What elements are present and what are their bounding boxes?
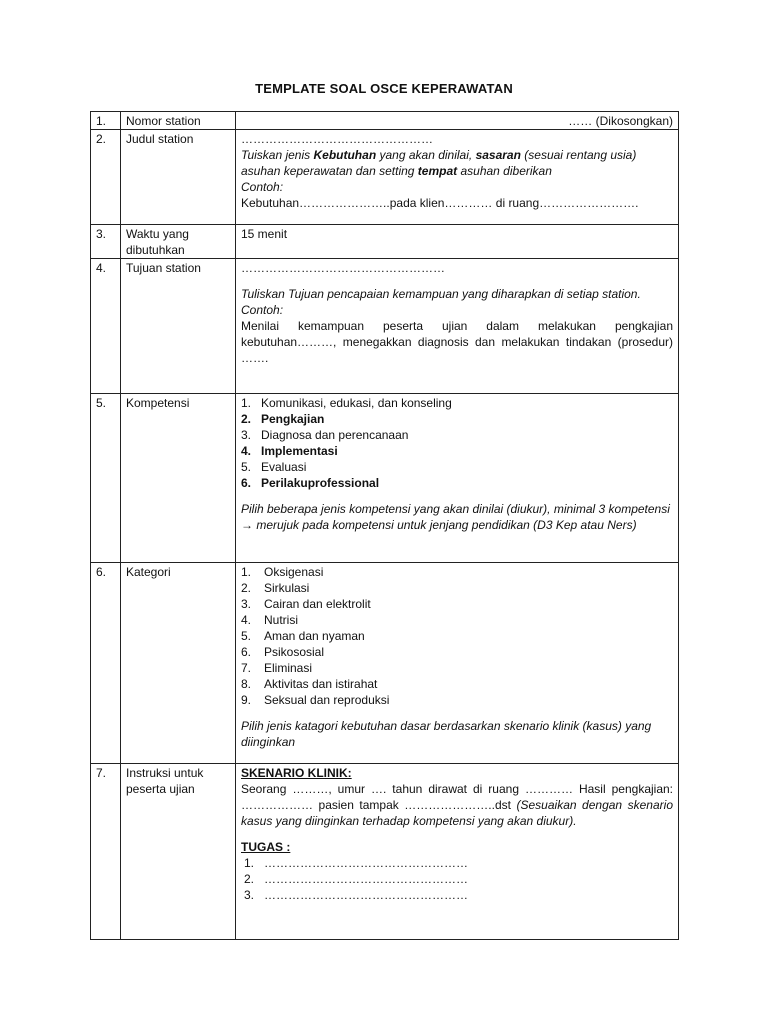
row-number: 4.	[91, 259, 121, 394]
row-number: 1.	[91, 112, 121, 130]
example-text: Menilai kemampuan peserta ujian dalam melakukan pengkajian kebutuhan………, menegakkan diagnosis dan melakukan tindakan (prosedur) …….	[241, 319, 673, 365]
list-item: 6. Perilakuprofessional	[241, 476, 380, 490]
task-list	[241, 855, 673, 903]
instruction-text: Tuiskan jenis Kebutuhan yang akan dinilai, sasaran (sesuai rentang usia) asuhan keperawatan dan setting tempat asuhan diberikan	[241, 148, 637, 178]
list-item: 4. Nutrisi	[241, 613, 299, 627]
row-label: Kompetensi	[121, 394, 236, 563]
table-row	[91, 112, 679, 130]
placeholder-dots: …………………………………………	[241, 132, 433, 146]
list-item: 4. Implementasi	[241, 444, 338, 458]
list-item: 3. Cairan dan elektrolit	[241, 597, 371, 611]
row-number: 7.	[91, 764, 121, 940]
example-label: Contoh:	[241, 180, 284, 194]
row-number: 3.	[91, 225, 121, 259]
list-item: 7. Eliminasi	[241, 661, 313, 675]
scenario-text: Seorang ………, umur …. tahun dirawat di ruang ………… Hasil pengkajian: ……………… pasien tampak …………………..dst (Sesuaikan dengan skenario kasus yang diinginkan terhadap kompetensi yang akan diukur).	[241, 782, 673, 828]
list-item: 2. Sirkulasi	[241, 581, 310, 595]
row-number: 6.	[91, 563, 121, 764]
instruction-text: Pilih beberapa jenis kompetensi yang akan dinilai (diukur), minimal 3 kompetensi → merujuk pada kompetensi untuk jenjang pendidikan (D3 Kep atau Ners)	[241, 502, 670, 532]
table-row	[91, 225, 679, 259]
list-item: 5. Aman dan nyaman	[241, 629, 365, 643]
row-value: …… (Dikosongkan)	[236, 112, 679, 130]
tasks-heading: TUGAS :	[241, 840, 291, 854]
list-item: 1. Oksigenasi	[241, 565, 324, 579]
placeholder-dots: ……………………………………………	[241, 261, 445, 275]
row-label: Waktu yang dibutuhkan	[121, 225, 236, 259]
row-content	[236, 259, 679, 394]
table-row	[91, 259, 679, 394]
row-label: Instruksi untuk peserta ujian	[121, 764, 236, 940]
row-label: Judul station	[121, 130, 236, 225]
row-value: 15 menit	[236, 225, 679, 259]
list-item: 1. Komunikasi, edukasi, dan konseling	[241, 396, 452, 410]
row-content	[236, 130, 679, 225]
table-row	[91, 764, 679, 940]
row-label: Tujuan station	[121, 259, 236, 394]
example-text: Kebutuhan…………………..pada klien………… di ruang…………………….	[241, 196, 639, 210]
list-item: 6. Psikososial	[241, 645, 325, 659]
row-content	[236, 394, 679, 563]
arrow-icon: →	[241, 518, 253, 532]
row-number: 2.	[91, 130, 121, 225]
list-item: 9. Seksual dan reproduksi	[241, 693, 390, 707]
row-content	[236, 563, 679, 764]
list-item: 3. ……………………………………………	[244, 888, 468, 902]
list-item: 3. Diagnosa dan perencanaan	[241, 428, 409, 442]
row-label: Kategori	[121, 563, 236, 764]
category-list	[241, 564, 673, 708]
scenario-heading: SKENARIO KLINIK:	[241, 766, 352, 780]
osce-template-table	[90, 111, 679, 940]
list-item: 2. ……………………………………………	[244, 872, 468, 886]
table-row	[91, 394, 679, 563]
list-item: 8. Aktivitas dan istirahat	[241, 677, 378, 691]
table-row	[91, 563, 679, 764]
row-content	[236, 764, 679, 940]
list-item: 2. Pengkajian	[241, 412, 325, 426]
instruction-text: Pilih jenis katagori kebutuhan dasar berdasarkan skenario klinik (kasus) yang diinginkan	[241, 719, 652, 749]
example-label: Contoh:	[241, 303, 284, 317]
document-title: TEMPLATE SOAL OSCE KEPERAWATAN	[255, 81, 513, 96]
row-label: Nomor station	[121, 112, 236, 130]
list-item: 5. Evaluasi	[241, 460, 307, 474]
instruction-text: Tuliskan Tujuan pencapaian kemampuan yang diharapkan di setiap station.	[241, 287, 641, 301]
competency-list	[241, 395, 673, 491]
list-item: 1. ……………………………………………	[244, 856, 468, 870]
table-row	[91, 130, 679, 225]
row-number: 5.	[91, 394, 121, 563]
